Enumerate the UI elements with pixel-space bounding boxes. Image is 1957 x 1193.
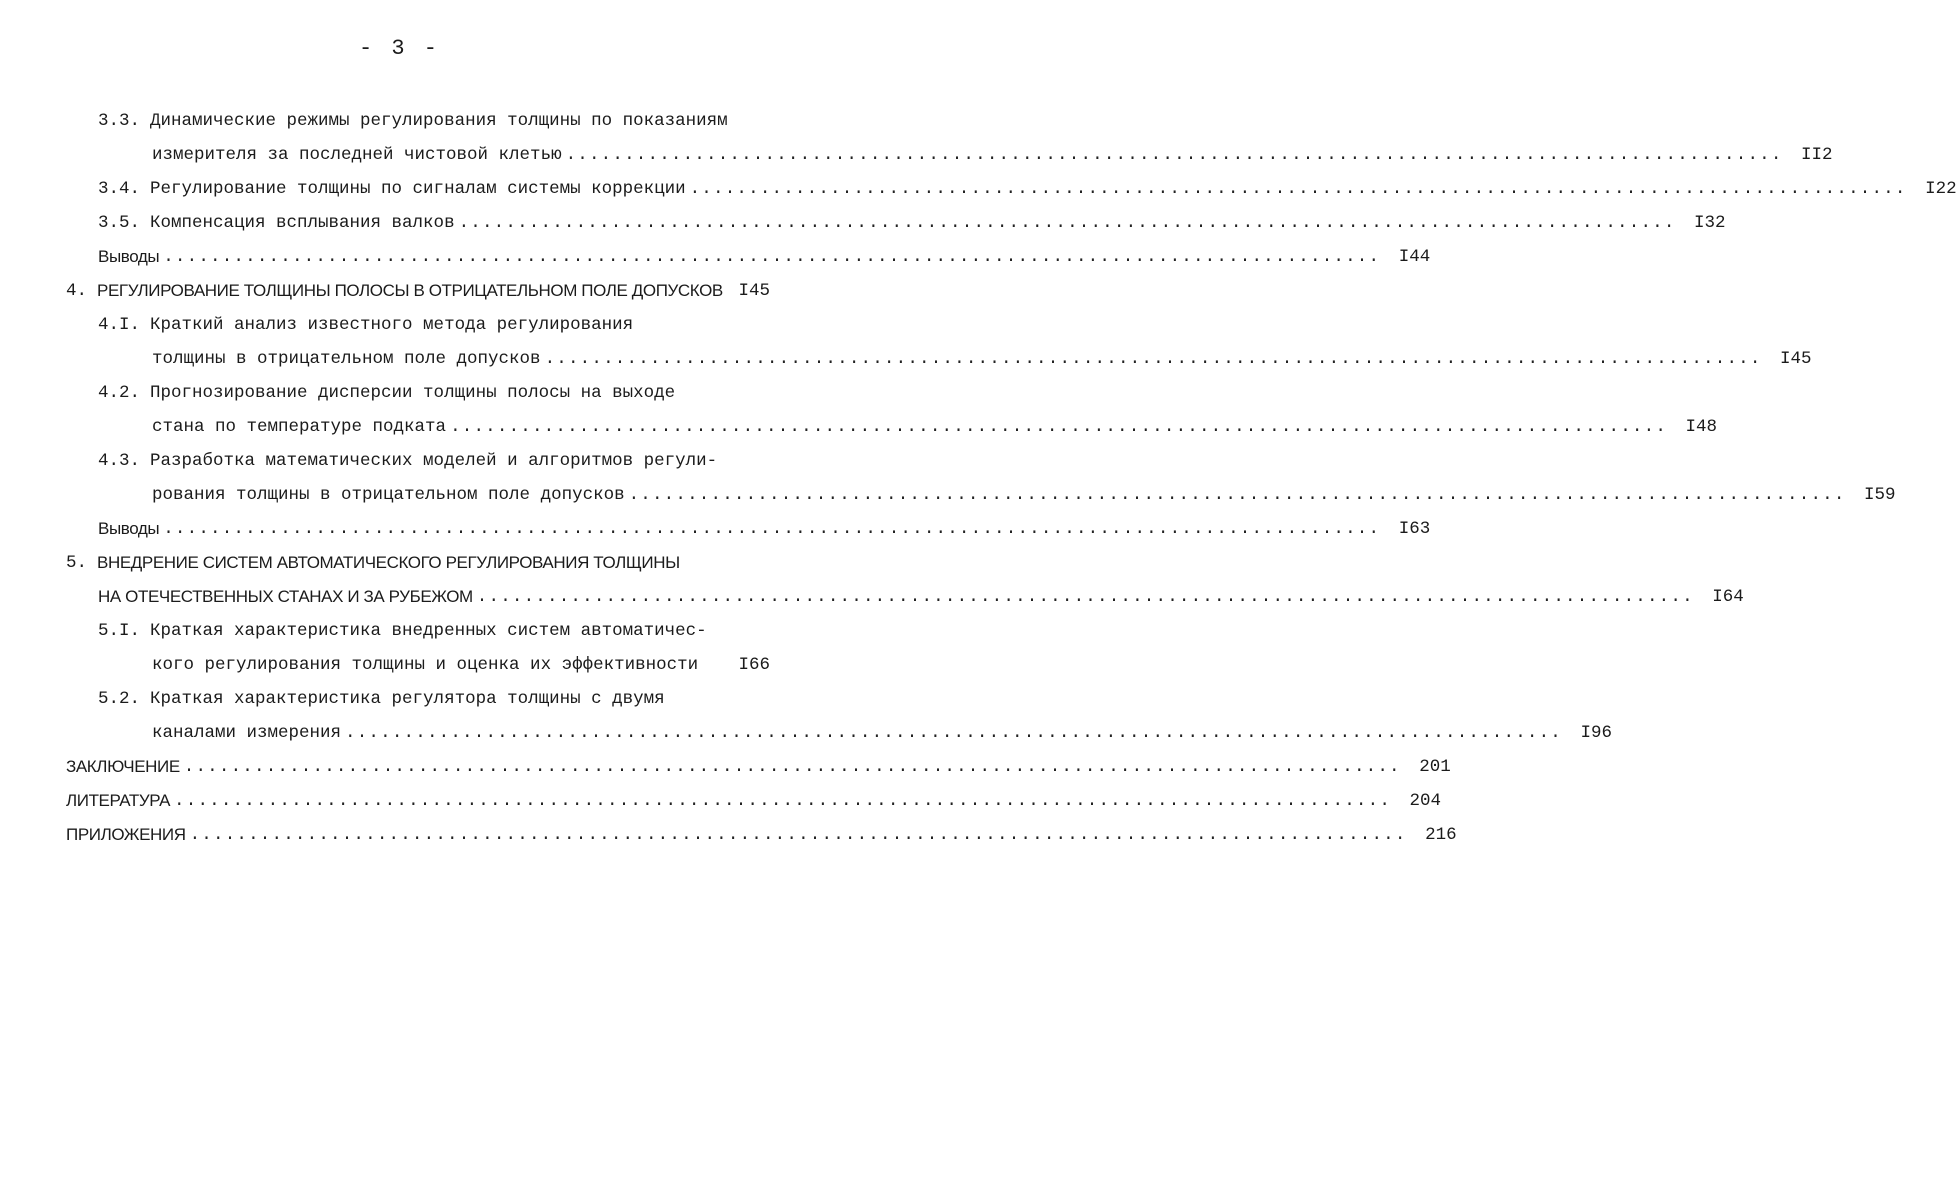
section-title: ПРИЛОЖЕНИЯ bbox=[66, 825, 186, 844]
toc-entry-4-2-cont bbox=[152, 404, 1718, 438]
section-title: Динамические режимы регулирования толщины по показаниям bbox=[150, 111, 728, 131]
section-number: 3.3. bbox=[98, 111, 141, 131]
toc-entry-4-2 bbox=[98, 370, 770, 404]
leader-dots: ........................................................................................................ bbox=[345, 723, 1563, 743]
section-number: 3.5. bbox=[98, 213, 141, 233]
toc-entry-4-1-cont bbox=[152, 336, 1812, 370]
page-ref: I96 bbox=[1580, 723, 1613, 743]
section-number: 4.2. bbox=[98, 383, 141, 403]
toc-entry-5-cont bbox=[98, 574, 1744, 608]
section-number: 3.4. bbox=[98, 179, 141, 199]
section-title: Регулирование толщины по сигналам системы коррекции bbox=[150, 179, 686, 199]
section-title: Компенсация всплывания валков bbox=[150, 213, 455, 233]
section-number: 4. bbox=[66, 281, 88, 301]
section-title: Выводы bbox=[98, 247, 160, 266]
toc-entry-5 bbox=[66, 540, 770, 574]
section-title: Разработка математических моделей и алгоритмов регули- bbox=[150, 451, 718, 471]
page-ref: I45 bbox=[1780, 349, 1812, 369]
page-ref: I45 bbox=[738, 281, 770, 301]
page-ref: 216 bbox=[1425, 825, 1457, 845]
section-title: Краткий анализ известного метода регулирования bbox=[150, 315, 634, 335]
page-ref: 201 bbox=[1419, 757, 1451, 777]
leader-dots: ........................................................................................................ bbox=[183, 757, 1401, 777]
leader-dots: ........................................................................................................ bbox=[174, 791, 1392, 811]
section-title: ЛИТЕРАТУРА bbox=[66, 791, 171, 810]
section-number: 4.I. bbox=[98, 315, 141, 335]
toc-entry-4-1 bbox=[98, 302, 770, 336]
leader-dots: ........................................................................................................ bbox=[163, 519, 1381, 539]
leader-dots: ........................................................................................................ bbox=[189, 825, 1407, 845]
section-title: каналами измерения bbox=[152, 723, 342, 743]
section-title: стана по температуре подката bbox=[152, 417, 447, 437]
toc-entry-4 bbox=[66, 268, 770, 302]
toc-entry-4-3-cont bbox=[152, 472, 1896, 506]
leader-dots: ........................................................................................................ bbox=[163, 247, 1381, 267]
leader-dots: ........................................................................................................ bbox=[450, 417, 1668, 437]
toc-entry-appendices bbox=[66, 812, 1457, 846]
section-title: РЕГУЛИРОВАНИЕ ТОЛЩИНЫ ПОЛОСЫ В ОТРИЦАТЕЛЬНОМ ПОЛЕ ДОПУСКОВ bbox=[97, 281, 723, 300]
page-ref: I59 bbox=[1864, 485, 1896, 505]
section-title: ВНЕДРЕНИЕ СИСТЕМ АВТОМАТИЧЕСКОГО РЕГУЛИРОВАНИЯ ТОЛЩИНЫ bbox=[97, 553, 680, 572]
page-ref: I44 bbox=[1398, 247, 1431, 267]
page-ref: I32 bbox=[1694, 213, 1726, 233]
section-title: Краткая характеристика регулятора толщины с двумя bbox=[150, 689, 665, 709]
toc-entry-5-1-cont bbox=[152, 642, 770, 676]
toc-entry-conclusions-4 bbox=[98, 506, 1431, 540]
page-number: - 3 - bbox=[358, 36, 440, 61]
section-number: 5. bbox=[66, 553, 88, 573]
leader-dots: ........................................................................................................ bbox=[458, 213, 1676, 233]
section-number: 5.2. bbox=[98, 689, 141, 709]
section-title: Прогнозирование дисперсии толщины полосы на выходе bbox=[150, 383, 676, 403]
section-title: кого регулирования толщины и оценка их эффективности bbox=[152, 655, 699, 675]
section-title: Выводы bbox=[98, 519, 160, 538]
page-ref: I48 bbox=[1685, 417, 1718, 437]
toc-entry-conclusions-3 bbox=[98, 234, 1431, 268]
toc-entry-conclusion bbox=[66, 744, 1451, 778]
leader-dots: ........................................................................................................ bbox=[565, 145, 1783, 165]
toc-entry-3-5 bbox=[98, 200, 1726, 234]
page-ref: I22 bbox=[1925, 179, 1957, 199]
page-ref: II2 bbox=[1801, 145, 1833, 165]
page-ref: 204 bbox=[1409, 791, 1442, 811]
section-title: измерителя за последней чистовой клетью bbox=[152, 145, 562, 165]
page-ref: I66 bbox=[738, 655, 770, 675]
toc-entry-3-3-cont bbox=[152, 132, 1833, 166]
leader-dots: ........................................................................................................ bbox=[544, 349, 1762, 369]
toc-entry-3-3 bbox=[98, 98, 770, 132]
page-ref: I64 bbox=[1712, 587, 1744, 607]
toc-entry-5-2-cont bbox=[152, 710, 1613, 744]
leader-dots: ........................................................................................................ bbox=[689, 179, 1907, 199]
toc-entry-5-1 bbox=[98, 608, 770, 642]
section-title: НА ОТЕЧЕСТВЕННЫХ СТАНАХ И ЗА РУБЕЖОМ bbox=[98, 587, 473, 606]
section-title: Краткая характеристика внедренных систем автоматичес- bbox=[150, 621, 707, 641]
leader-dots: ........................................................................................................ bbox=[476, 587, 1694, 607]
toc-entry-4-3 bbox=[98, 438, 770, 472]
section-number: 4.3. bbox=[98, 451, 141, 471]
toc-entry-references bbox=[66, 778, 1442, 812]
section-title: ЗАКЛЮЧЕНИЕ bbox=[66, 757, 180, 776]
section-title: рования толщины в отрицательном поле допусков bbox=[152, 485, 625, 505]
page-ref: I63 bbox=[1398, 519, 1431, 539]
toc-entry-3-4 bbox=[98, 166, 1957, 200]
section-number: 5.I. bbox=[98, 621, 141, 641]
section-title: толщины в отрицательном поле допусков bbox=[152, 349, 541, 369]
toc-entry-5-2 bbox=[98, 676, 770, 710]
leader-dots: ........................................................................................................ bbox=[628, 485, 1846, 505]
